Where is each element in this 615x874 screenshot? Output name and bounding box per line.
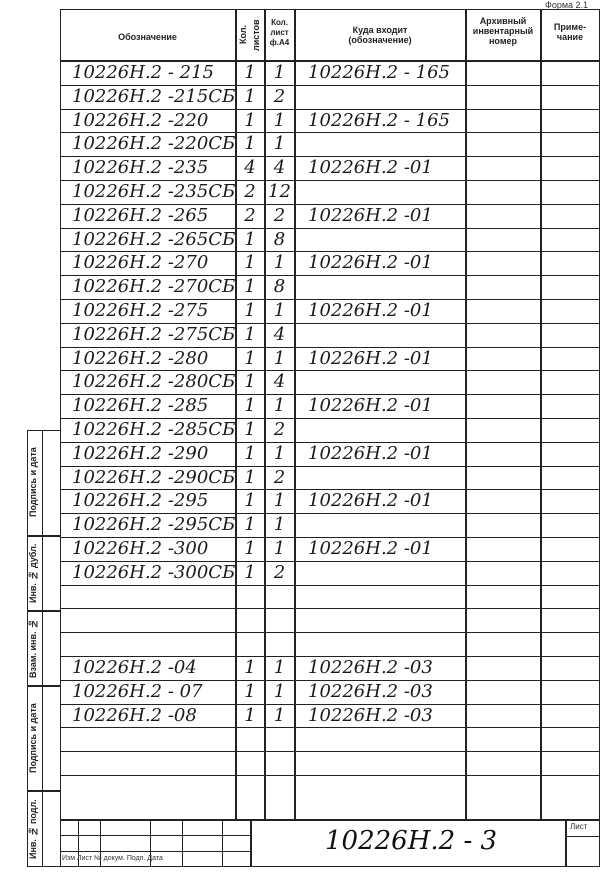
row-sheets: 1 (244, 442, 256, 464)
row-sheets-a4: 1 (273, 680, 286, 702)
side-vzam-inv: Взам. инв. № (28, 618, 38, 678)
row-sheets-a4: 1 (273, 347, 286, 369)
row-sheets-a4: 1 (273, 538, 286, 559)
row-sheets: 1 (244, 109, 256, 131)
row-designation: 10226Н.2 -04 (72, 657, 197, 678)
row-sheets: 1 (244, 466, 256, 488)
row-sheets-a4: 4 (273, 323, 286, 345)
row-designation: 10226Н.2 -285 (72, 395, 209, 417)
row-sheets: 1 (244, 514, 256, 536)
footer-labels: Изм Лист № докум. Подп. Дата (62, 855, 163, 862)
row-divider (60, 727, 600, 728)
row-divider (60, 775, 600, 776)
header-note: Приме- чание (553, 22, 587, 42)
row-where-used: 10226Н.2 -01 (308, 490, 433, 512)
row-sheets: 1 (244, 300, 256, 321)
row-sheets: 1 (244, 490, 256, 512)
row-designation: 10226Н.2 -08 (72, 704, 197, 726)
row-where-used: 10226Н.2 -03 (308, 680, 433, 702)
row-where-used: 10226Н.2 -03 (308, 657, 433, 678)
row-sheets: 1 (244, 347, 256, 369)
header-sheets-a4: Кол. лист ф.А4 (269, 18, 290, 47)
row-designation: 10226Н.2 -300 (72, 538, 209, 559)
row-designation: 10226Н.2 -235СБ (72, 181, 236, 202)
row-sheets-a4: 8 (273, 228, 286, 250)
row-sheets-a4: 2 (273, 466, 286, 488)
row-sheets: 1 (244, 680, 256, 702)
header-sheets-count: Кол. листов (238, 19, 261, 51)
row-where-used: 10226Н.2 -01 (308, 442, 433, 464)
row-divider (60, 632, 600, 633)
row-sheets: 1 (244, 228, 256, 250)
side-sign-date-bottom: Подпись и дата (28, 703, 38, 773)
row-where-used: 10226Н.2 -01 (308, 252, 433, 274)
header-where-used: Куда входит (обозначение) (348, 25, 412, 45)
row-sheets: 2 (244, 204, 256, 226)
row-divider (60, 585, 600, 586)
row-where-used: 10226Н.2 -01 (308, 538, 433, 559)
row-designation: 10226Н.2 -295 (72, 490, 209, 512)
row-designation: 10226Н.2 -290 (72, 442, 209, 464)
row-sheets-a4: 1 (273, 252, 286, 274)
row-divider (60, 751, 600, 752)
row-sheets: 1 (244, 704, 256, 726)
row-designation: 10226Н.2 -280СБ (72, 371, 236, 393)
document-code: 10226Н.2 - 3 (325, 826, 498, 856)
row-sheets: 1 (244, 133, 256, 155)
row-designation: 10226Н.2 -285СБ (72, 419, 236, 440)
row-sheets-a4: 1 (273, 442, 286, 464)
row-sheets: 1 (244, 85, 256, 107)
row-where-used: 10226Н.2 -01 (308, 300, 433, 321)
sheet-label: Лист (570, 822, 588, 831)
row-where-used: 10226Н.2 - 165 (308, 109, 451, 131)
row-sheets-a4: 1 (273, 395, 286, 417)
row-designation: 10226Н.2 -300СБ (72, 561, 236, 583)
row-divider (60, 608, 600, 609)
row-sheets-a4: 2 (273, 85, 286, 107)
header-archive: Архивный инвентарный номер (472, 16, 534, 46)
row-designation: 10226Н.2 -265 (72, 204, 209, 226)
row-designation: 10226Н.2 -280 (72, 347, 209, 369)
row-designation: 10226Н.2 -215СБ (72, 85, 236, 107)
row-sheets: 2 (244, 181, 256, 202)
row-sheets-a4: 1 (273, 62, 286, 83)
row-sheets-a4: 8 (273, 276, 286, 298)
row-sheets-a4: 1 (273, 704, 286, 726)
row-designation: 10226Н.2 - 07 (72, 680, 203, 702)
row-designation: 10226Н.2 -275 (72, 300, 209, 321)
row-sheets-a4: 1 (273, 490, 286, 512)
row-sheets-a4: 1 (273, 109, 286, 131)
row-designation: 10226Н.2 -275СБ (72, 323, 236, 345)
row-sheets-a4: 2 (273, 561, 286, 583)
row-designation: 10226Н.2 -265СБ (72, 228, 236, 250)
row-sheets: 1 (244, 252, 256, 274)
row-sheets: 1 (244, 371, 256, 393)
row-sheets: 1 (244, 276, 256, 298)
row-sheets: 1 (244, 395, 256, 417)
row-where-used: 10226Н.2 - 165 (308, 62, 451, 83)
row-sheets: 1 (244, 62, 256, 83)
row-sheets-a4: 1 (273, 133, 286, 155)
row-designation: 10226Н.2 -220СБ (72, 133, 236, 155)
row-designation: 10226Н.2 -270 (72, 252, 209, 274)
row-sheets: 1 (244, 538, 256, 559)
row-designation: 10226Н.2 -290СБ (72, 466, 236, 488)
row-where-used: 10226Н.2 -01 (308, 157, 433, 179)
row-where-used: 10226Н.2 -03 (308, 704, 433, 726)
row-sheets-a4: 12 (268, 181, 291, 202)
row-designation: 10226Н.2 -270СБ (72, 276, 236, 298)
row-sheets: 1 (244, 561, 256, 583)
row-sheets: 1 (244, 419, 256, 440)
side-inv-orig: Инв. № подл. (28, 799, 38, 859)
row-sheets: 1 (244, 323, 256, 345)
row-sheets-a4: 1 (273, 300, 286, 321)
row-where-used: 10226Н.2 -01 (308, 347, 433, 369)
row-sheets-a4: 1 (273, 657, 286, 678)
form-label: Форма 2.1 (545, 0, 589, 10)
row-designation: 10226Н.2 -295СБ (72, 514, 236, 536)
header-designation: Обозначение (118, 32, 177, 42)
row-sheets: 1 (244, 657, 256, 678)
row-sheets-a4: 4 (273, 157, 286, 179)
side-inv-dupl: Инв. № дубл. (28, 543, 38, 603)
row-sheets-a4: 2 (273, 419, 286, 440)
row-sheets-a4: 2 (273, 204, 286, 226)
row-sheets: 4 (244, 157, 256, 179)
row-designation: 10226Н.2 - 215 (72, 62, 215, 83)
row-designation: 10226Н.2 -235 (72, 157, 209, 179)
row-where-used: 10226Н.2 -01 (308, 395, 433, 417)
row-sheets-a4: 4 (273, 371, 286, 393)
row-sheets-a4: 1 (273, 514, 286, 536)
row-designation: 10226Н.2 -220 (72, 109, 209, 131)
row-where-used: 10226Н.2 -01 (308, 204, 433, 226)
side-sign-date-top: Подпись и дата (28, 447, 38, 517)
